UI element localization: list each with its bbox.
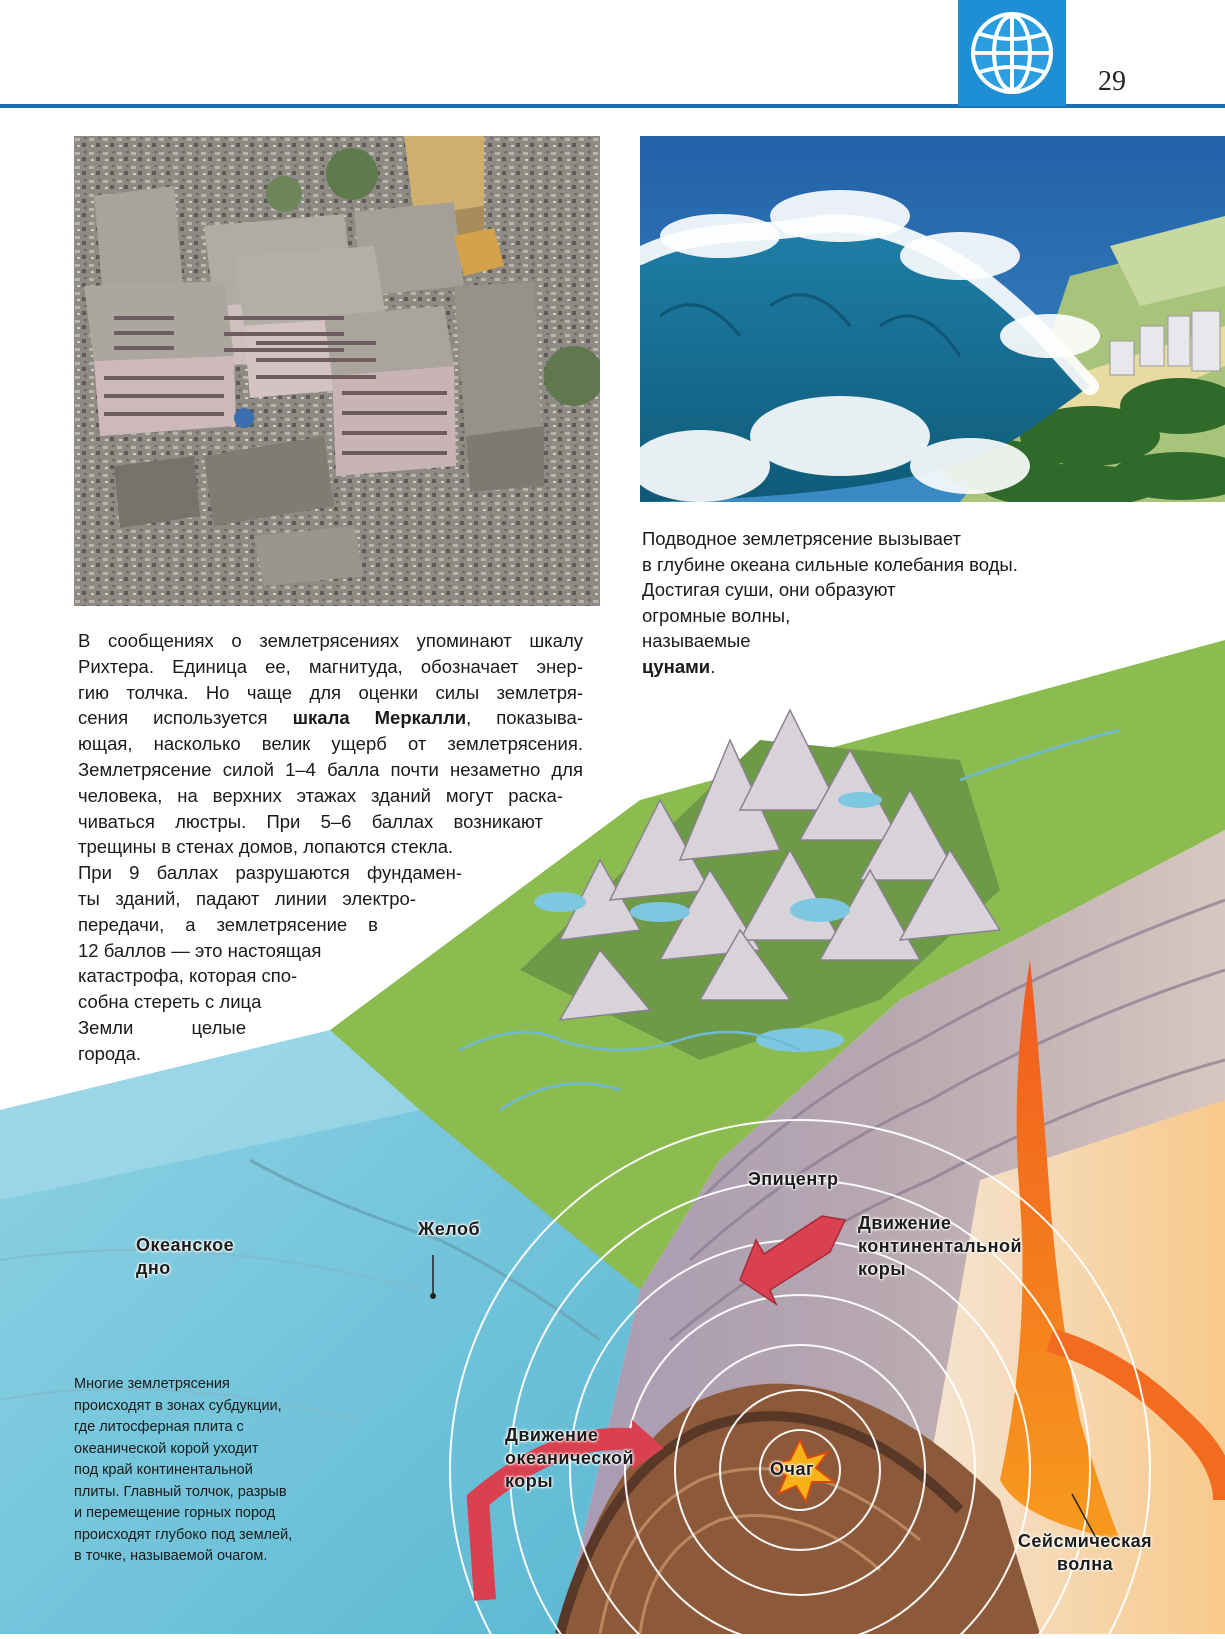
caption-line: происходят глубоко под землей, xyxy=(74,1526,293,1543)
label-trench: Желоб xyxy=(418,1219,481,1239)
page-number: 29 xyxy=(1098,66,1126,97)
caption-line: океанической корой уходит xyxy=(74,1440,259,1457)
body-line: трещины в стенах домов, лопаются стекла. xyxy=(78,836,454,858)
caption-line: под край континентальной xyxy=(74,1462,253,1478)
caption-line: в точке, называемой очагом. xyxy=(74,1548,268,1564)
body-line: катастрофа, которая спо- xyxy=(78,965,298,987)
caption-line: плиты. Главный толчок, разрыв xyxy=(74,1483,287,1500)
caption-line: где литосферная плита с xyxy=(74,1419,244,1435)
tsunami-caption-line: огромные волны, xyxy=(642,604,791,626)
caption-line: и перемещение горных пород xyxy=(74,1505,276,1521)
body-line: Землетрясение силой 1–4 балла почти незаметно для xyxy=(78,758,583,780)
globe-icon xyxy=(958,0,1066,106)
caption-line: Многие землетрясения xyxy=(74,1376,230,1392)
body-line: ты зданий, падают линии электро- xyxy=(78,887,416,909)
label-ocean-floor: Океанское дно xyxy=(136,1235,235,1278)
tsunami-caption-line: Достигая суши, они образуют xyxy=(642,579,896,600)
body-line: В сообщениях о землетрясениях упоминают шкалу xyxy=(78,630,583,651)
tsunami-illustration xyxy=(640,136,1225,502)
tsunami-caption-line: в глубине океана сильные колебания воды. xyxy=(642,553,1018,575)
body-line: ющая, насколько велик ущерб от землетрясения. xyxy=(78,733,583,755)
term-suffix: . xyxy=(710,655,716,677)
body-line: собна стереть с лица xyxy=(78,991,262,1013)
body-line: 12 баллов — это настоящая xyxy=(78,939,322,961)
section-tab xyxy=(958,0,1066,106)
label-oceanic-crust-movement: Движение океанической коры xyxy=(505,1425,635,1491)
body-line: чиваться люстры. При 5–6 баллах возникают xyxy=(78,810,543,832)
body-line: передачи, а землетрясение в xyxy=(78,913,378,935)
caption-line: происходят в зонах субдукции, xyxy=(74,1397,282,1414)
label-continental-crust-movement: Движение континентальной коры xyxy=(858,1213,1023,1279)
label-focus: Очаг xyxy=(770,1459,814,1479)
body-line: города. xyxy=(78,1042,142,1064)
term-tsunami: цунами xyxy=(642,655,711,677)
body-line: человека, на верхних этажах зданий могут раска- xyxy=(78,784,563,806)
body-line: При 9 баллах разрушаются фундамен- xyxy=(78,862,462,884)
body-line: сения используется шкала Меркалли, показыва- xyxy=(78,707,583,729)
body-line: Рихтера. Единица ее, магнитуда, обозначает энер- xyxy=(78,655,583,677)
term-mercalli-scale: шкала Меркалли xyxy=(292,707,467,729)
main-body-text xyxy=(78,628,583,1067)
label-epicenter: Эпицентр xyxy=(748,1169,839,1189)
label-seismic-wave: Сейсмическая волна xyxy=(1017,1531,1153,1574)
earthquake-ruins-photo xyxy=(74,136,600,606)
body-line: Земли целые xyxy=(78,1016,246,1038)
body-line: гию толчка. Но чаще для оценки силы землетря- xyxy=(78,681,583,703)
tsunami-caption-line: называемые xyxy=(642,630,751,651)
subduction-caption xyxy=(74,1374,344,1568)
tsunami-caption-line: Подводное землетрясение вызывает xyxy=(642,528,962,549)
